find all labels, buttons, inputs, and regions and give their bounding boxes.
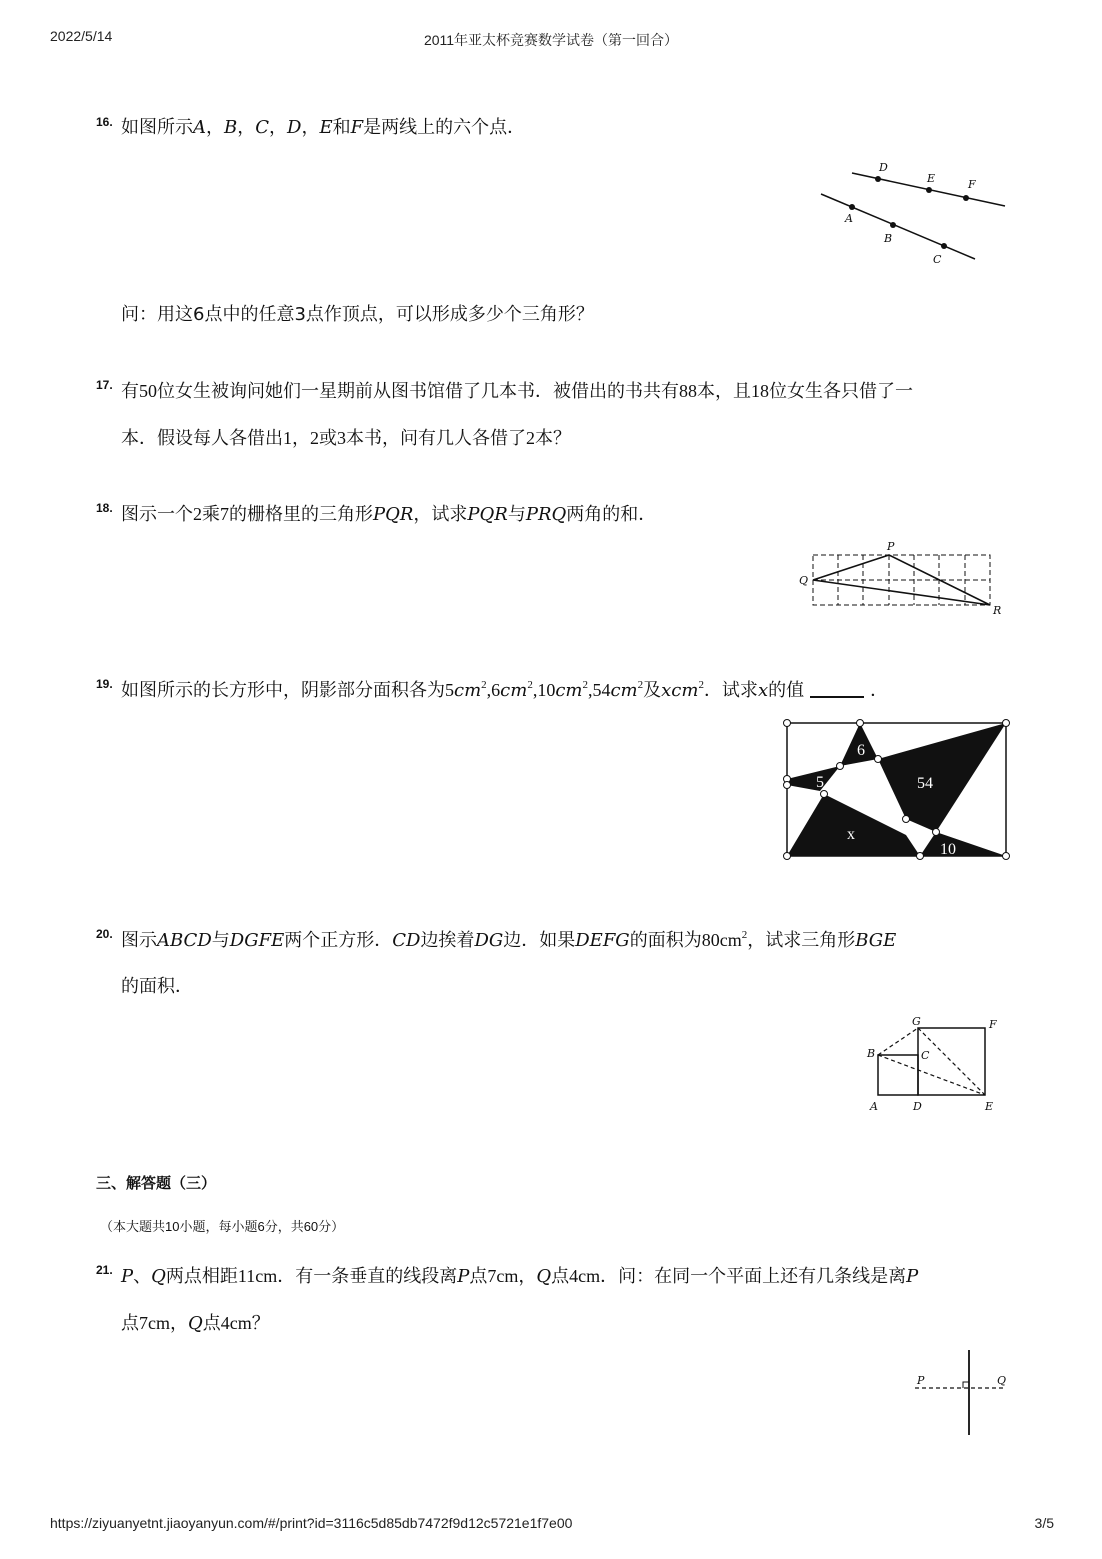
- point-d: [875, 176, 881, 182]
- figure-rectangle-shaded: [780, 715, 1020, 865]
- figure-perpendicular-line: [905, 1345, 1015, 1440]
- question-number-19: 19.: [96, 677, 113, 691]
- label-area-54: 54: [917, 775, 933, 792]
- label-area-10: 10: [940, 841, 956, 858]
- figure-two-squares: [862, 1015, 1002, 1115]
- question-20-line1: 图示ABCD与DGFE两个正方形．CD边挨着DG边．如果DEFG的面积为$80cm^2$，试求三角形BGE: [121, 929, 897, 951]
- label-c: C: [921, 1049, 930, 1062]
- question-number-17: 17.: [96, 378, 113, 392]
- point-a: [849, 204, 855, 210]
- label-area-x: x: [847, 826, 855, 843]
- question-16-ask: 问：用这6点中的任意3点作顶点，可以形成多少个三角形？: [121, 304, 594, 325]
- figure-grid-triangle: [795, 540, 1005, 620]
- label-area-5: 5: [816, 774, 824, 791]
- print-date: 2022/5/14: [50, 28, 113, 44]
- label-q: Q: [799, 574, 809, 587]
- region-10: [920, 832, 1006, 856]
- page-url: https://ziyuanyetnt.jiaoyanyun.com/#/print?id=3116c5d85db7472f9d12c5721e1f7e00: [50, 1515, 573, 1531]
- question-17-line1: 有50位女生被询问她们一星期前从图书馆借了几本书．被借出的书共有88本，且18位女生各只借了一: [121, 381, 913, 402]
- question-number-16: 16.: [96, 115, 113, 129]
- question-16-text: 如图所示A，B，C，D，E和F是两线上的六个点．: [121, 117, 526, 138]
- figure-two-lines: [815, 158, 1015, 268]
- label-p: P: [887, 540, 895, 553]
- point-b: [890, 222, 896, 228]
- question-19-text: 如图所示的长方形中，阴影部分面积各为$5cm^2,6cm^2,10cm^2,54cm^2$及xcm$^2$．试求x的值 ．: [121, 679, 889, 701]
- label-r: R: [993, 604, 1002, 617]
- region-5: [787, 766, 840, 791]
- question-number-21: 21.: [96, 1263, 113, 1277]
- page-number: 3/5: [1034, 1515, 1054, 1531]
- question-18-text: 图示一个2乘7的栅格里的三角形PQR，试求PQR与PRQ两角的和．: [121, 504, 657, 525]
- label-area-6: 6: [857, 742, 865, 759]
- label-f: F: [989, 1018, 997, 1031]
- label-a: A: [845, 212, 853, 225]
- question-number-20: 20.: [96, 927, 113, 941]
- label-e: E: [985, 1100, 994, 1113]
- region-54: [878, 723, 1006, 832]
- question-21-line2: 点7cm，Q点4cm？: [121, 1313, 270, 1334]
- document-title: 2011年亚太杯竞赛数学试卷（第一回合）: [423, 32, 679, 48]
- section-title: 三、解答题（三）: [96, 1175, 217, 1192]
- question-20-line2: 的面积．: [121, 976, 193, 997]
- label-c: C: [933, 253, 942, 266]
- question-number-18: 18.: [96, 501, 113, 515]
- label-f: F: [968, 178, 976, 191]
- label-d: D: [913, 1100, 922, 1113]
- point-c: [941, 243, 947, 249]
- question-21-line1: P、Q两点相距11cm．有一条垂直的线段离P点7cm，Q点4cm．问：在同一个平面上还有几条线是离P: [121, 1266, 919, 1287]
- label-b: B: [884, 232, 893, 245]
- label-p: P: [917, 1374, 925, 1387]
- label-a: A: [870, 1100, 878, 1113]
- label-d: D: [879, 161, 888, 174]
- section-note: （本大题共10小题，每小题6分，共60分）: [100, 1219, 345, 1234]
- question-17-line2: 本．假设每人各借出1，2或3本书，问有几人各借了2本？: [121, 428, 571, 449]
- point-e: [926, 187, 932, 193]
- label-b: B: [867, 1047, 876, 1060]
- point-f: [963, 195, 969, 201]
- label-g: G: [912, 1015, 921, 1028]
- label-q: Q: [997, 1374, 1007, 1387]
- answer-blank[interactable]: [810, 680, 864, 698]
- label-e: E: [927, 172, 936, 185]
